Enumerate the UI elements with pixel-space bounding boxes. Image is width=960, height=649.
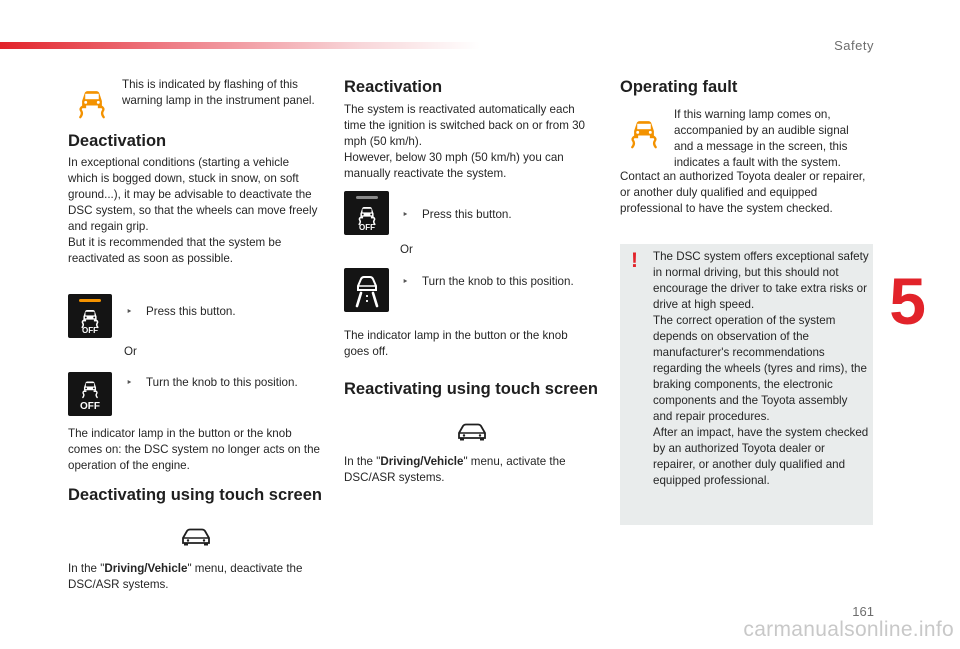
operating-fault-heading: Operating fault bbox=[620, 78, 738, 96]
safety-notice-text: The DSC system offers exceptional safety in normal driving, but this should not encourage the driver to take extra risks or drive at high speed. The correct operation of the system depends on observation of the manufacturer's recommendations regarding the wheels (tyres and rims), the braking components, the electronic components and the Toyota assembly and repair procedures. After an impact, have the system checked by an authorized Toyota dealer or repairer, or another duly qualified and equipped professional. bbox=[653, 250, 869, 487]
dsc-off-button-icon bbox=[68, 294, 112, 338]
car-icon bbox=[456, 422, 488, 447]
page-number: 161 bbox=[852, 604, 874, 619]
left-turn-knob-step: ‣ Turn the knob to this position. bbox=[126, 375, 298, 391]
middle-press-button-step: ‣ Press this button. bbox=[402, 207, 512, 223]
reactivation-heading: Reactivation bbox=[344, 78, 443, 96]
reactivate-touch-heading: Reactivating using touch screen bbox=[344, 380, 598, 398]
deactivation-text: In exceptional conditions (starting a vehicle which is bogged down, stuck in snow, on soft ground...), it may be advisable to deactivate the DSC system, so that the wheels can move freely and regain grip. But it is recommended that the system be reactivated as soon as possible. bbox=[68, 156, 318, 265]
dsc-off-knob-icon bbox=[68, 372, 112, 416]
section-title: Safety bbox=[834, 38, 874, 53]
reactivation-text: The system is reactivated automatically each time the ignition is switched back on or from 30 mph (50 km/h). However, below 30 mph (50 km/h) you can manually reactivate the system. bbox=[344, 103, 586, 180]
middle-or-label: Or bbox=[400, 243, 413, 256]
dsc-off-button-icon bbox=[344, 191, 389, 235]
warning-lamp-intro: This is indicated by flashing of this warning lamp in the instrument panel. bbox=[122, 78, 315, 107]
middle-indicator-text: The indicator lamp in the button or the knob goes off. bbox=[344, 329, 568, 358]
off-label: OFF bbox=[82, 326, 98, 335]
left-touch-instruction: In the "Driving/Vehicle" menu, deactivate the DSC/ASR systems. bbox=[68, 562, 303, 591]
watermark: carmanualsonline.info bbox=[743, 618, 954, 641]
menu-name: Driving/Vehicle bbox=[380, 455, 464, 468]
dsc-warning-lamp-icon bbox=[74, 81, 110, 121]
off-label: OFF bbox=[80, 401, 100, 412]
warning-exclamation-icon: ! bbox=[631, 249, 638, 272]
off-label: OFF bbox=[358, 223, 375, 232]
lane-knob-icon bbox=[344, 268, 389, 312]
chapter-number: 5 bbox=[889, 264, 926, 338]
deactivate-touch-heading: Deactivating using touch screen bbox=[68, 486, 322, 504]
left-indicator-text: The indicator lamp in the button or the knob comes on: the DSC system no longer acts on the operation of the engine. bbox=[68, 427, 320, 472]
middle-touch-instruction: In the "Driving/Vehicle" menu, activate the DSC/ASR systems. bbox=[344, 455, 566, 484]
left-or-label: Or bbox=[124, 345, 137, 358]
fault-contact-text: Contact an authorized Toyota dealer or repairer, or another duly qualified and equipped professional to have the system checked. bbox=[620, 170, 866, 215]
header-accent-bar bbox=[0, 42, 480, 49]
middle-turn-knob-step: ‣ Turn the knob to this position. bbox=[402, 274, 574, 290]
deactivation-heading: Deactivation bbox=[68, 132, 167, 150]
left-press-button-step: ‣ Press this button. bbox=[126, 304, 236, 320]
fault-lamp-text: If this warning lamp comes on, accompanied by an audible signal and a message in the screen, this indicates a fault with the system. bbox=[674, 108, 849, 169]
menu-name: Driving/Vehicle bbox=[104, 562, 188, 575]
car-icon bbox=[180, 527, 212, 552]
dsc-warning-lamp-icon bbox=[626, 111, 662, 151]
